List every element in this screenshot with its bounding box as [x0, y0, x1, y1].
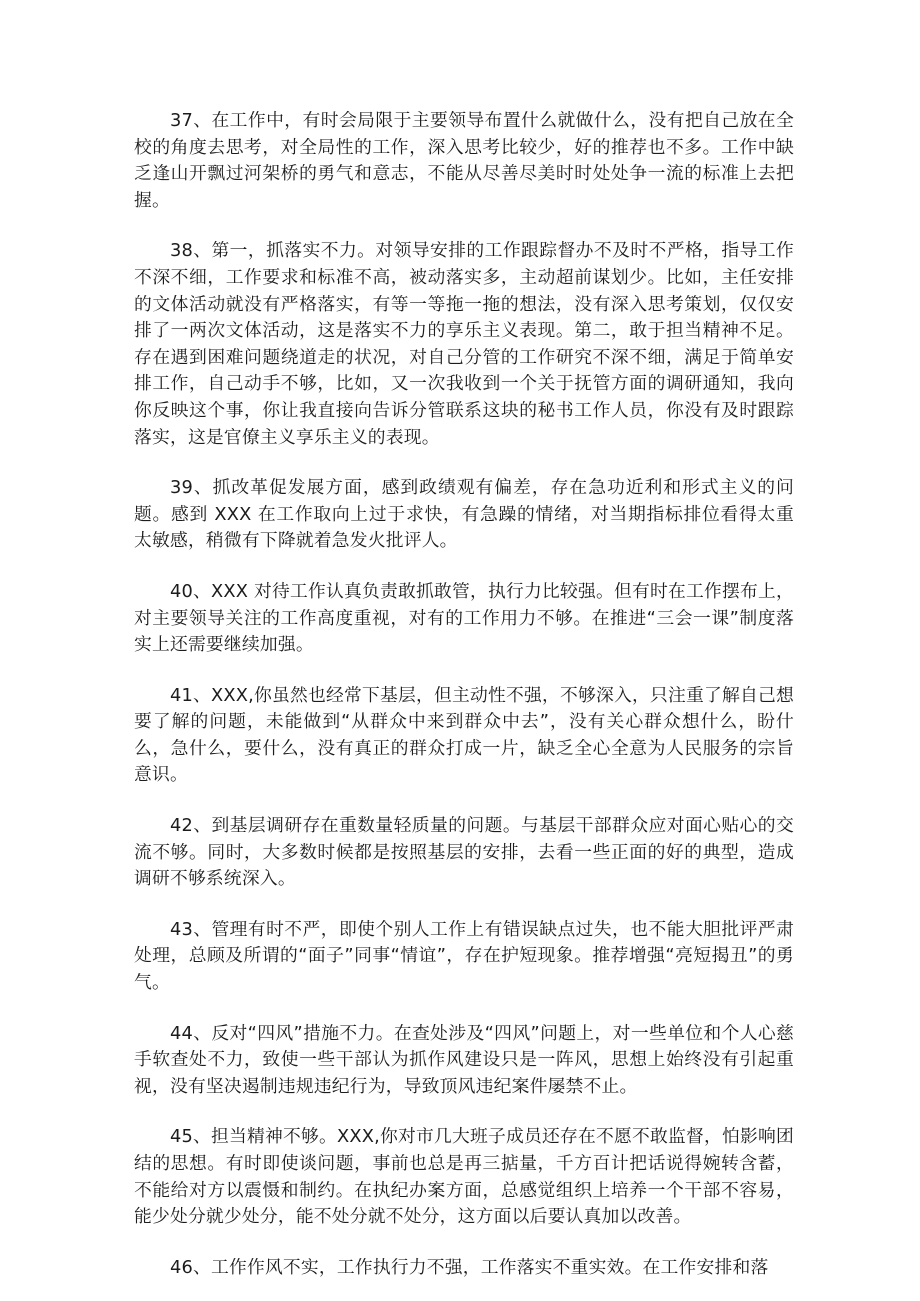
paragraph-46: 46、工作作风不实，工作执行力不强，工作落实不重实效。在工作安排和落: [170, 1256, 769, 1278]
paragraph-41: 41、XXX,你虽然也经常下基层，但主动性不强，不够深入，只注重了解自己想要了解的问题，未能做到“从群众中来到群众中去”，没有关心群众想什么，盼什么，急什么，要什么，没有真正的群众打成一片，缺乏全心全意为人民服务的宗旨意识。: [134, 684, 794, 786]
document-body: [134, 108, 794, 1281]
paragraph-43: 43、管理有时不严，即使个别人工作上有错误缺点过失，也不能大胆批评严肃处理，总顾及所谓的“面子”同事“情谊”，存在护短现象。推荐增强“亮短揭丑”的勇气。: [134, 918, 794, 994]
paragraph-44: 44、反对“四风”措施不力。在查处涉及“四风”问题上，对一些单位和个人心慈手软查处不力，致使一些干部认为抓作风建设只是一阵风，思想上始终没有引起重视，没有坚决遏制违规违纪行为，导致顶风违纪案件屡禁不止。: [134, 1022, 794, 1097]
paragraph-42: 42、到基层调研存在重数量轻质量的问题。与基层干部群众应对面心贴心的交流不够。同时，大多数时候都是按照基层的安排，去看一些正面的好的典型，造成调研不够系统深入。: [134, 815, 794, 890]
paragraph-37: 37、在工作中，有时会局限于主要领导布置什么就做什么，没有把自己放在全校的角度去思考，对全局性的工作，深入思考比较少，好的推荐也不多。工作中缺乏逢山开飘过河架桥的勇气和意志，不能从尽善尽美时时处处争一流的标准上去把握。: [134, 110, 794, 211]
paragraph-38: 38、第一，抓落实不力。对领导安排的工作跟踪督办不及时不严格，指导工作不深不细，工作要求和标准不高，被动落实多，主动超前谋划少。比如，主任安排的文体活动就没有严格落实，有等一等拖一拖的想法，没有深入思考策划，仅仅安排了一两次文体活动，这是落实不力的享乐主义表现。第二，敢于担当精神不足。存在遇到困难问题绕道走的状况，对自己分管的工作研究不深不细，满足于简单安排工作，自己动手不够，比如，又一次我收到一个关于抚管方面的调研通知，我向你反映这个事，你让我直接向告诉分管联系这块的秘书工作人员，你没有及时跟踪落实，这是官僚主义享乐主义的表现。: [134, 240, 794, 448]
paragraph-40: 40、XXX 对待工作认真负责敢抓敢管，执行力比较强。但有时在工作摆布上，对主要领导关注的工作高度重视，对有的工作用力不够。在推进“三会一课”制度落实上还需要继续加强。: [134, 580, 794, 656]
paragraph-45: 45、担当精神不够。XXX,你对市几大班子成员还存在不愿不敢监督，怕影响团结的思想。有时即使谈问题，事前也总是再三掂量，千方百计把话说得婉转含蓄，不能给对方以震慑和制约。在执纪办案方面，总感觉组织上培养一个干部不容易，能少处分就少处分，能不处分就不处分，这方面以后要认真加以改善。: [134, 1126, 794, 1228]
paragraph-39: 39、抓改革促发展方面，感到政绩观有偏差，存在急功近利和形式主义的问题。感到 XXX 在工作取向上过于求快，有急躁的情绪，对当期指标排位看得太重太敏感，稍微有下降就着急发火批评人。: [134, 477, 794, 552]
